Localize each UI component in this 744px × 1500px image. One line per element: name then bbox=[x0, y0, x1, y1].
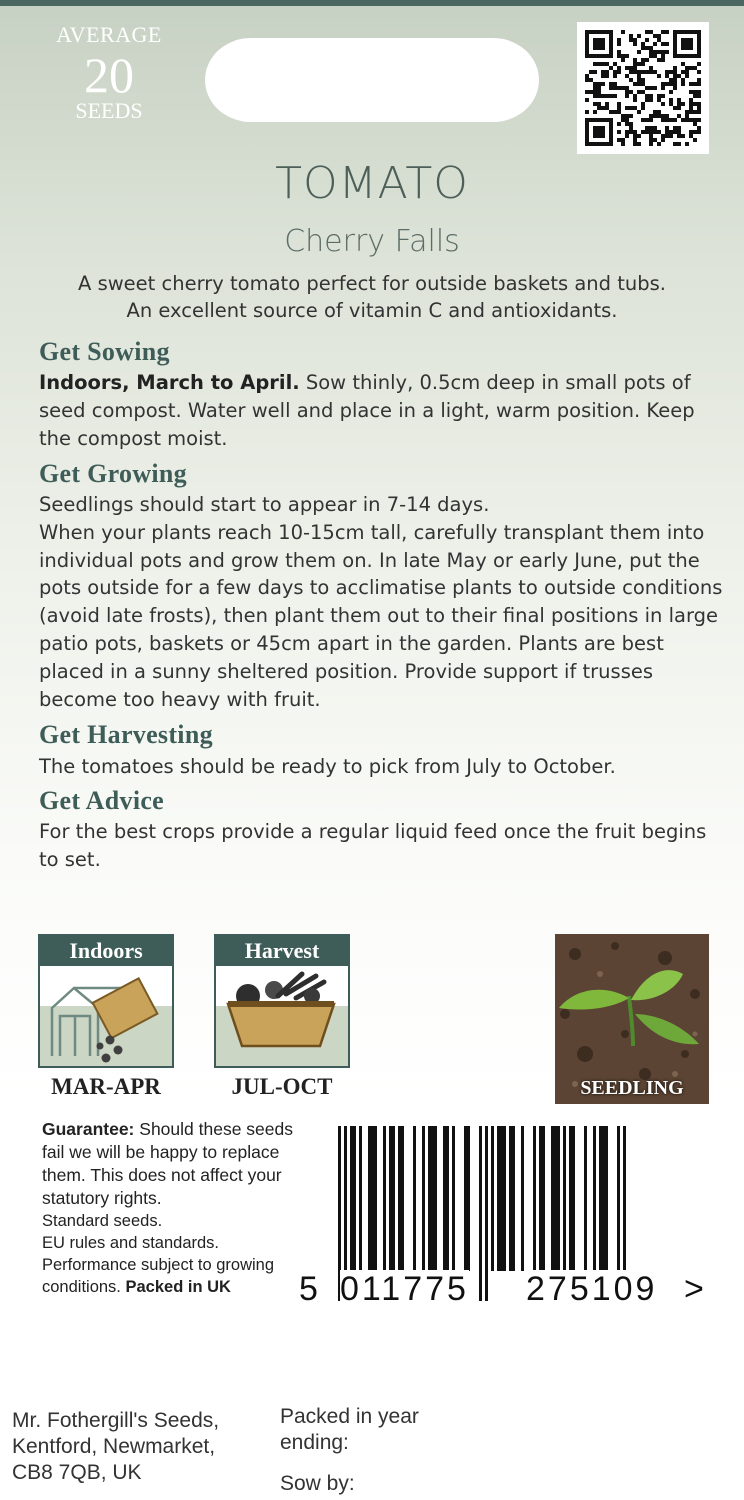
barcode-group-2: 275109 bbox=[526, 1270, 658, 1308]
qr-code[interactable] bbox=[577, 22, 709, 154]
indoors-title: Indoors bbox=[40, 936, 172, 966]
seedling-photo bbox=[555, 934, 709, 1104]
growing-heading: Get Growing bbox=[39, 459, 187, 488]
company-address bbox=[12, 1408, 219, 1486]
harvesting-heading: Get Harvesting bbox=[39, 720, 213, 749]
sowing-heading: Get Sowing bbox=[39, 337, 170, 366]
performance-text: Performance subject to growing conditions. bbox=[42, 1256, 275, 1296]
guarantee-body: Should these seeds fail we will be happy to replace them. This does not affect your statutory rights. bbox=[42, 1119, 293, 1208]
eu-rules: EU rules and standards. bbox=[42, 1234, 220, 1252]
address-line-2: Kentford, Newmarket, bbox=[12, 1435, 216, 1458]
seeds-label: SEEDS bbox=[75, 98, 143, 123]
harvest-icon-box bbox=[214, 934, 350, 1068]
address-line-1: Mr. Fothergill's Seeds, bbox=[12, 1409, 220, 1432]
barcode-quiet-marker: > bbox=[684, 1270, 704, 1308]
indoors-icon-box bbox=[38, 934, 174, 1068]
packed-in-uk: Packed in UK bbox=[125, 1278, 231, 1296]
guarantee-bold: Guarantee: bbox=[42, 1119, 135, 1139]
packed-in-year: Packed in year ending: bbox=[280, 1405, 419, 1454]
product-intro bbox=[40, 270, 704, 324]
intro-line-1: A sweet cherry tomato perfect for outside baskets and tubs. bbox=[78, 272, 666, 295]
growing-text bbox=[39, 491, 729, 713]
advice-heading: Get Advice bbox=[39, 786, 165, 815]
harvest-basket-icon bbox=[216, 966, 348, 1066]
standard-seeds: Standard seeds. bbox=[42, 1212, 163, 1230]
average-label: AVERAGE bbox=[56, 22, 162, 47]
harvest-title: Harvest bbox=[216, 936, 348, 966]
sowing-body: Sow thinly, 0.5cm deep in small pots of seed compost. Water well and place in a light, warm position. Keep the compost moist. bbox=[39, 371, 695, 450]
qr-code-graphic bbox=[585, 30, 701, 146]
sowing-lead: Indoors, March to April. bbox=[39, 371, 300, 394]
performance-note bbox=[42, 1254, 297, 1298]
guarantee-text bbox=[42, 1118, 297, 1210]
advice-text: For the best crops provide a regular liquid feed once the fruit begins to set. bbox=[39, 820, 707, 871]
intro-line-2: An excellent source of vitamin C and antioxidants. bbox=[126, 299, 618, 322]
seedling-caption: SEEDLING bbox=[580, 1077, 684, 1099]
product-variety: Cherry Falls bbox=[284, 224, 460, 259]
product-name: TOMATO bbox=[275, 158, 469, 209]
guarantee-block bbox=[42, 1118, 297, 1298]
barcode-group-1: 011775 bbox=[340, 1270, 469, 1308]
average-seeds-badge bbox=[50, 22, 168, 124]
growing-body: When your plants reach 10-15cm tall, carefully transplant them into individual pots and grow them on. In late May or early June, put the pots outside for a few days to acclimatise plants to outside conditions (avoid late frosts), then plant them out to their final positions in large patio pots, baskets or 45cm apart in the garden. Plants are best placed in a sunny sheltered position. Provide support if trusses become too heavy with fruit. bbox=[39, 520, 723, 711]
sowing-text bbox=[39, 369, 729, 452]
barcode-first-digit: 5 bbox=[299, 1270, 318, 1308]
seed-count: 20 bbox=[84, 47, 134, 103]
blank-label-area bbox=[205, 38, 539, 122]
growing-line-1: Seedlings should start to appear in 7-14 days. bbox=[39, 493, 490, 516]
harvest-period: JUL-OCT bbox=[231, 1074, 333, 1099]
harvesting-text: The tomatoes should be ready to pick from July to October. bbox=[39, 755, 616, 778]
sow-by: Sow by: bbox=[280, 1472, 355, 1495]
greenhouse-seed-packet-icon bbox=[40, 966, 172, 1066]
address-line-3: CB8 7QB, UK bbox=[12, 1461, 142, 1484]
indoors-period: MAR-APR bbox=[51, 1074, 161, 1099]
packet-top-edge bbox=[0, 0, 744, 6]
